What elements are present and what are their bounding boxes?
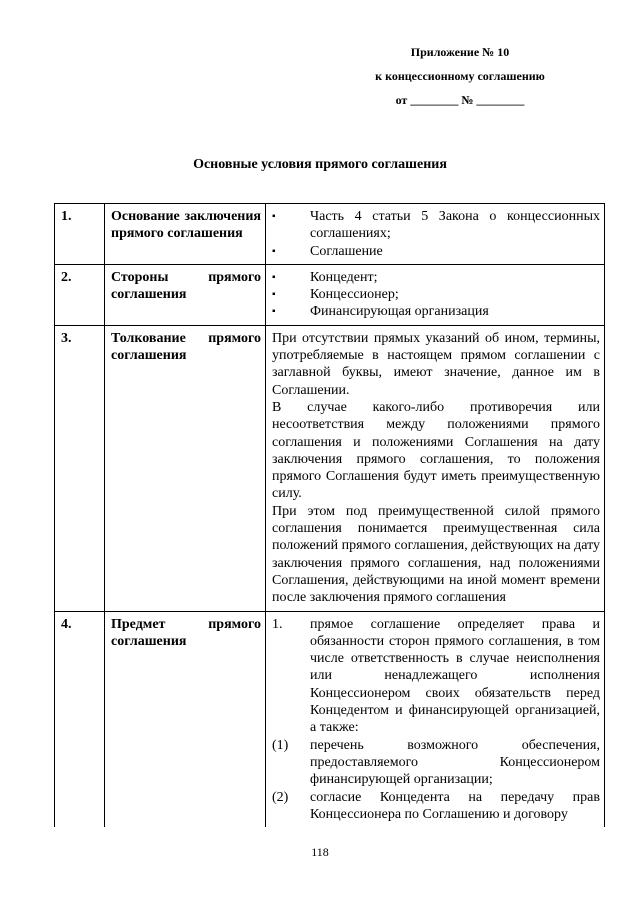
row-number: 3. [55, 325, 105, 611]
appendix-header [360, 40, 560, 112]
bullet-item [272, 303, 600, 320]
bullet-icon: ▪ [272, 271, 276, 283]
document-title: Основные условия прямого соглашения [193, 157, 447, 172]
item-marker: (1) [272, 737, 289, 753]
bullet-item [272, 286, 600, 303]
bullet-icon: ▪ [272, 245, 276, 257]
bullet-icon: ▪ [272, 289, 276, 301]
item-text: согласие Концедента на передачу прав Концессионера по Соглашению и договору [310, 789, 600, 822]
row-subject: Стороны прямого соглашения [105, 264, 266, 325]
paragraph: В случае какого-либо противоречия или несоответствия между положениями прямого соглашения и положениями Соглашения на дату заключения прямого соглашения, то положения прямого Соглашения будут иметь преимущественную силу. [272, 399, 600, 502]
item-text: прямое соглашение определяет права и обязанности сторон прямого соглашения, в том числе ответственность в случае неисполнения или ненадлежащего исполнения Концессионером своих обязательств перед Концедентом и финансирующей организацией, а также: [310, 616, 600, 736]
row-subject: Предмет прямого соглашения [105, 611, 266, 827]
row-number: 2. [55, 264, 105, 325]
row-subject: Толкование прямого соглашения [105, 325, 266, 611]
table-row [55, 325, 605, 611]
row-content [266, 611, 605, 827]
conditions-table [54, 203, 605, 827]
item-marker: (2) [272, 789, 289, 805]
bullet-text: Часть 4 статьи 5 Закона о концессионных соглашениях; [310, 209, 600, 242]
item-text: перечень возможного обеспечения, предоставляемого Концессионером финансирующей организации; [310, 737, 600, 788]
bullet-icon: ▪ [272, 306, 276, 318]
bullet-text: Финансирующая организация [310, 304, 489, 320]
bullet-text: Соглашение [310, 243, 383, 259]
item-marker: 1. [272, 616, 283, 632]
paragraph: При отсутствии прямых указаний об ином, термины, употребляемые в настоящем прямом соглашении с заглавной буквы, имеют значение, данное им в Соглашении. [272, 330, 600, 398]
bullet-icon: ▪ [272, 211, 276, 222]
table-row [55, 204, 605, 265]
row-content [266, 264, 605, 325]
row-content [266, 325, 605, 611]
table-row [55, 264, 605, 325]
appendix-reference: к концессионному соглашению [375, 69, 545, 83]
numbered-item [272, 616, 600, 737]
bullet-item [272, 269, 600, 286]
numbered-item [272, 737, 600, 789]
bullet-item [272, 243, 600, 260]
appendix-date-number: от ________ № ________ [395, 93, 525, 107]
table-row [55, 611, 605, 827]
row-content [266, 204, 605, 265]
row-subject: Основание заключения прямого соглашения [105, 204, 266, 265]
bullet-text: Концедент; [310, 269, 378, 285]
bullet-item [272, 208, 600, 243]
row-number: 4. [55, 611, 105, 827]
page-number: 118 [311, 845, 329, 859]
paragraph: При этом под преимущественной силой прямого соглашения понимается преимущественная сила положений прямого соглашения, действующих на дату заключения прямого соглашения, над положениями Соглашения, действующими на иной момент времени после заключения прямого соглашения [272, 503, 600, 606]
appendix-number: Приложение № 10 [410, 45, 510, 59]
bullet-text: Концессионер; [310, 287, 399, 303]
numbered-item [272, 789, 600, 824]
row-number: 1. [55, 204, 105, 265]
